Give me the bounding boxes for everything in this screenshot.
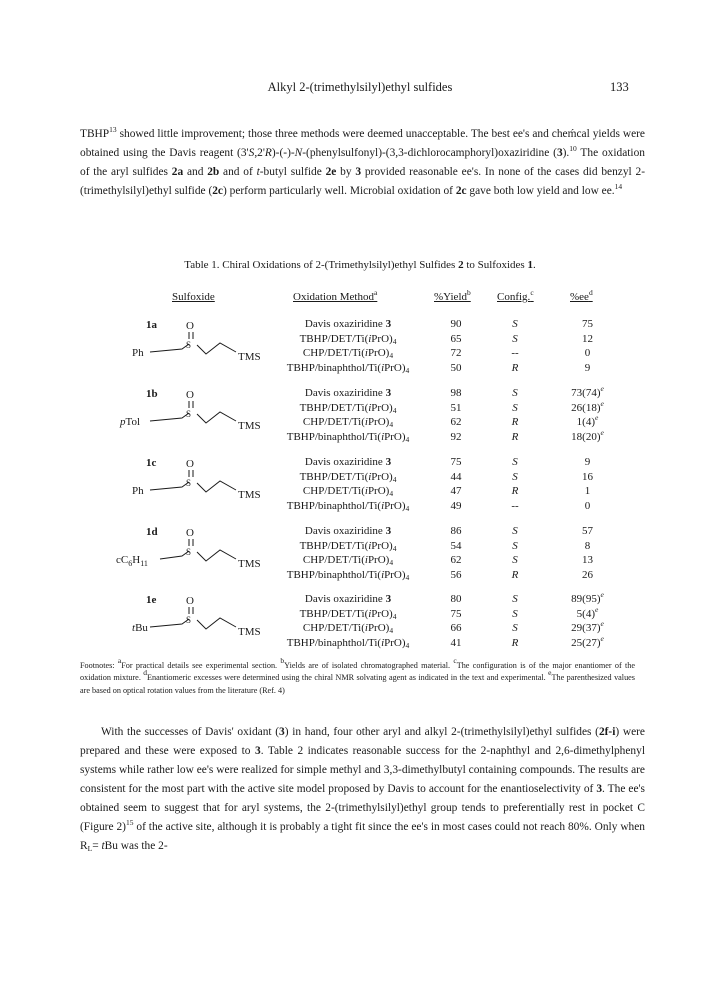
config-cell: S xyxy=(512,593,518,605)
sulfur-atom: S xyxy=(186,615,192,625)
header-ee: $\%ee^d$ xyxy=(570,288,593,303)
r-group-label: pTol xyxy=(120,416,141,428)
method-cell: CHP/$DET/Ti(iPrO)_4$ xyxy=(302,347,394,360)
method-cell: TBHP/$binaphthol/Ti(iPrO)_4$ xyxy=(286,499,410,513)
ee-cell: 16 xyxy=(582,470,593,483)
sulfur-atom: S xyxy=(186,409,192,419)
table-caption: Table 1. Chiral Oxidations of 2-(Trimethylsilyl)ethyl Sulfides 2 to Sulfoxides 1. xyxy=(184,259,536,271)
page-number: 133 xyxy=(610,80,629,94)
method-cell: Davis oxaziridine 3 xyxy=(304,318,392,330)
tms-label: TMS xyxy=(238,558,261,570)
method-cell: TBHP/$DET/Ti(iPrO)_4$ xyxy=(299,607,397,621)
sulfur-atom: S xyxy=(186,547,192,557)
ee-cell: 57 xyxy=(582,525,593,537)
tms-label: TMS xyxy=(238,351,261,363)
yield-cell: 98 xyxy=(450,387,462,399)
ee-cell: $89(95)^e$ xyxy=(571,590,604,605)
sulfur-atom: S xyxy=(186,478,192,488)
oxygen-atom: O xyxy=(186,595,194,607)
method-cell: Davis oxaziridine 3 xyxy=(304,525,392,537)
method-cell: TBHP/$binaphthol/Ti(iPrO)_4$ xyxy=(286,361,410,375)
r-group-label: $cC_6H_{11}$ xyxy=(116,554,148,568)
yield-cell: 65 xyxy=(450,332,462,345)
ee-cell: $18(20)^e$ xyxy=(571,427,604,443)
oxygen-atom: O xyxy=(186,458,194,470)
ee-cell: $26(18)^e$ xyxy=(571,398,604,414)
ee-cell: 0 xyxy=(584,499,591,512)
bond-line xyxy=(197,412,236,423)
yield-cell: 66 xyxy=(450,622,462,634)
method-cell: TBHP/$DET/Ti(iPrO)_4$ xyxy=(299,401,397,415)
compound-label: 1e xyxy=(146,594,157,606)
method-cell: TBHP/$binaphthol/Ti(iPrO)_4$ xyxy=(286,430,410,444)
yield-cell: 80 xyxy=(450,593,462,605)
yield-cell: 92 xyxy=(450,430,462,443)
yield-cell: 47 xyxy=(450,485,462,497)
config-cell: S xyxy=(512,456,518,468)
ee-cell: $25(27)^e$ xyxy=(571,633,604,649)
oxygen-atom: O xyxy=(186,389,194,401)
method-cell: CHP/$DET/Ti(iPrO)_4$ xyxy=(302,622,394,635)
ee-cell: 8 xyxy=(584,539,591,552)
yield-cell: 62 xyxy=(450,416,462,428)
config-cell: R xyxy=(511,430,519,443)
config-cell: S xyxy=(512,607,518,620)
yield-cell: 75 xyxy=(450,607,462,620)
header-method: Oxidation Method$^a$ xyxy=(293,288,378,303)
method-cell: TBHP/$binaphthol/Ti(iPrO)_4$ xyxy=(286,636,410,650)
bond-line xyxy=(197,550,236,561)
ee-cell: $73(74)^e$ xyxy=(571,384,604,399)
config-cell: -- xyxy=(511,499,519,512)
method-cell: TBHP/$binaphthol/Ti(iPrO)_4$ xyxy=(286,568,410,582)
sulfoxide-structure xyxy=(120,384,270,451)
config-cell: S xyxy=(512,318,518,330)
yield-cell: 62 xyxy=(450,554,462,566)
ee-cell: 9 xyxy=(584,456,591,468)
config-cell: S xyxy=(512,401,518,414)
yield-cell: 90 xyxy=(450,318,462,330)
oxygen-atom: O xyxy=(186,527,194,539)
ee-cell: $5(4)^e$ xyxy=(576,604,599,620)
bond-line xyxy=(197,481,236,492)
config-cell: S xyxy=(512,332,518,345)
method-cell: Davis oxaziridine 3 xyxy=(304,456,392,468)
config-cell: S xyxy=(512,525,518,537)
ee-cell: 13 xyxy=(582,554,593,566)
header-sulfoxide: Sulfoxide xyxy=(172,291,215,303)
yield-cell: 86 xyxy=(450,525,462,537)
header-config: Config.$^c$ xyxy=(497,288,534,303)
sulfoxide-structure xyxy=(120,315,270,382)
method-cell: CHP/$DET/Ti(iPrO)_4$ xyxy=(302,485,394,498)
ee-cell: 0 xyxy=(584,347,591,359)
tms-label: TMS xyxy=(238,489,261,501)
method-cell: Davis oxaziridine 3 xyxy=(304,387,392,399)
config-cell: S xyxy=(512,387,518,399)
paragraph-1: TBHP$^{13}$ showed little improvement; those three methods were deemed unacceptable. The best ee's and cheḿcal yields were obtained using the Davis reagent (3'S,2'R)-(-)-N-(phenylsulfonyl)-(3,3-dichlorocamphoryl)oxaziridine (3).$^{10}$ The oxidation of the aryl sulfides 2a and 2b and of t-butyl sulfide 2e by 3 provided reasonable ee's. In none of the cases did benzyl 2-(trimethylsilyl)ethyl sulfide (2c) perform particularly well. Microbial oxidation of 2c gave both low yield and low ee.$^{14}$ xyxy=(80,125,645,197)
ee-cell: 9 xyxy=(584,361,591,374)
config-cell: R xyxy=(511,636,519,649)
ee-cell: 12 xyxy=(582,332,593,345)
tms-label: TMS xyxy=(238,420,261,432)
compound-label: 1c xyxy=(146,457,157,469)
bond-line xyxy=(150,413,189,421)
bond-line xyxy=(150,344,189,352)
config-cell: R xyxy=(511,568,519,581)
method-cell: Davis oxaziridine 3 xyxy=(304,593,392,605)
yield-cell: 75 xyxy=(450,456,462,468)
yield-cell: 54 xyxy=(450,539,462,552)
config-cell: R xyxy=(511,361,519,374)
sulfoxide-structure xyxy=(116,522,270,589)
yield-cell: 44 xyxy=(450,470,462,483)
config-cell: -- xyxy=(511,347,519,359)
yield-cell: 56 xyxy=(450,568,462,581)
yield-cell: 41 xyxy=(450,636,462,649)
table-footnotes: Footnotes: $^a$For practical details see experimental section. $^b$Yields are of isolated chromatographed material. $^c$The configuration is of the major enantiomer of the oxidation mixture. $^d$Enantiomeric excesses were determined using the chiral NMR solvating agent as indicated in the text and experimental. $^e$The parenthesized values are based on optical rotation values from the literature (Ref. 4) xyxy=(80,656,636,695)
oxygen-atom: O xyxy=(186,320,194,332)
bond-line xyxy=(150,482,189,490)
config-cell: S xyxy=(512,622,518,634)
method-cell: TBHP/$DET/Ti(iPrO)_4$ xyxy=(299,332,397,346)
compound-label: 1b xyxy=(146,388,158,400)
r-group-label: Ph xyxy=(132,485,144,497)
r-group-label: Ph xyxy=(132,347,144,359)
sulfur-atom: S xyxy=(186,340,192,350)
header-yield: %Yield$^b$ xyxy=(434,288,471,303)
yield-cell: 49 xyxy=(450,499,462,512)
compound-label: 1a xyxy=(146,319,157,331)
method-cell: CHP/$DET/Ti(iPrO)_4$ xyxy=(302,554,394,567)
ee-cell: $29(37)^e$ xyxy=(571,619,604,634)
ee-cell: 26 xyxy=(582,568,593,581)
paragraph-2: With the successes of Davis' oxidant (3) in hand, four other aryl and alkyl 2-(trimethylsilyl)ethyl sulfides (2f-i) were prepared and these were exposed to 3. Table 2 indicates reasonable success for the 2-naphthyl and 2,6-dimethylphenyl systems while rather low ee's were realized for simple methyl and 3,3-dimethylbutyl containing compounds. The results are consistent for the most part with the active site model proposed by Davis to account for the enantioselectivity of 3. The ee's obtained seem to suggest that for aryl systems, the 2-(trimethylsilyl)ethyl group tends to preferentially rest in pocket C (Figure 2)$^{15}$ of the active site, although it is probably a tight fit since the ee's in most cases could not reach 80%. Only when $R_L=$ tBu was the 2- xyxy=(80,726,645,853)
method-cell: TBHP/$DET/Ti(iPrO)_4$ xyxy=(299,470,397,484)
config-cell: S xyxy=(512,554,518,566)
yield-cell: 50 xyxy=(450,361,462,374)
bond-line xyxy=(150,619,189,627)
sulfoxide-structure xyxy=(120,453,270,520)
tms-label: TMS xyxy=(238,626,261,638)
ee-cell: $1(4)^e$ xyxy=(576,413,599,428)
config-cell: S xyxy=(512,470,518,483)
yield-cell: 51 xyxy=(450,401,462,414)
sulfoxide-structure xyxy=(120,590,270,657)
r-group-label: tBu xyxy=(132,622,148,634)
compound-label: 1d xyxy=(146,526,158,538)
config-cell: R xyxy=(511,416,519,428)
bond-line xyxy=(197,618,236,629)
method-cell: CHP/$DET/Ti(iPrO)_4$ xyxy=(302,416,394,429)
method-cell: TBHP/$DET/Ti(iPrO)_4$ xyxy=(299,539,397,553)
config-cell: R xyxy=(511,485,519,497)
bond-line xyxy=(160,551,189,559)
ee-cell: 75 xyxy=(582,318,593,330)
yield-cell: 72 xyxy=(450,347,462,359)
ee-cell: 1 xyxy=(584,485,591,497)
config-cell: S xyxy=(512,539,518,552)
running-header: Alkyl 2-(trimethylsilyl)ethyl sulfides xyxy=(267,80,453,94)
bond-line xyxy=(197,343,236,354)
